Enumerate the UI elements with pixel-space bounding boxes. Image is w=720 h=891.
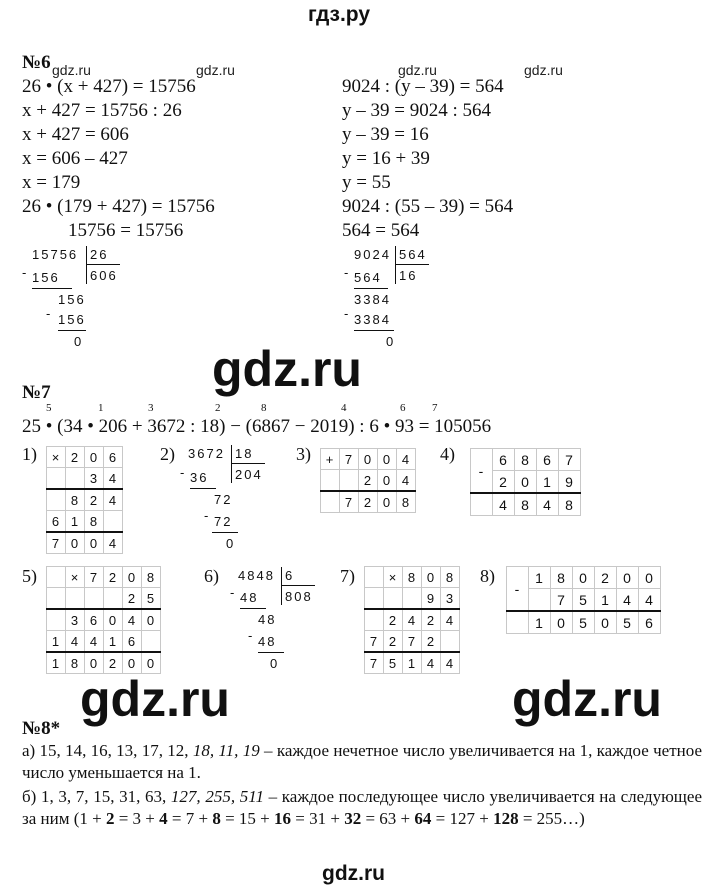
task8-title: №8* xyxy=(22,718,61,739)
eq-line: 9024 : (y – 39) = 564 xyxy=(342,76,504,97)
step-label: 3) xyxy=(296,444,311,464)
quotient: 606 xyxy=(90,268,118,283)
eq-line: 564 = 564 xyxy=(342,220,420,241)
order-number: 1 xyxy=(98,402,104,414)
quotient: 204 xyxy=(235,467,263,482)
eq-line: x = 179 xyxy=(22,172,81,193)
eq-line: 26 • (179 + 427) = 15756 xyxy=(22,196,215,217)
eq-line: x + 427 = 606 xyxy=(22,124,129,145)
eq-line: x + 427 = 15756 : 26 xyxy=(22,100,182,121)
watermark-small: gdz.ru xyxy=(398,62,437,78)
eq-line: 15756 = 15756 xyxy=(68,220,184,241)
step: 72 xyxy=(214,514,233,529)
step-label: 6) xyxy=(204,566,219,586)
minus-sign: - xyxy=(180,465,187,480)
expression: 25 • (34 • 206 + 3672 : 18) − (6867 − 2019) : 6 • 93 = 105056 xyxy=(22,416,492,437)
step-label: 4) xyxy=(440,444,455,464)
dividend: 15756 xyxy=(32,247,79,262)
eq-line: 9024 : (55 – 39) = 564 xyxy=(342,196,514,217)
step-label: 5) xyxy=(22,566,37,586)
minus-sign: - xyxy=(204,508,211,523)
step: 564 xyxy=(354,270,382,285)
remainder: 0 xyxy=(226,536,236,551)
dividend: 9024 xyxy=(354,247,391,262)
eq-line: 26 • (x + 427) = 15756 xyxy=(22,76,196,97)
watermark-small: gdz.ru xyxy=(524,62,563,78)
step-label: 1) xyxy=(22,444,37,464)
order-number: 5 xyxy=(46,402,52,414)
sub-grid: - 1 8 0 2 0 0 7 5 1 4 4 1 0 5 0 5 6 xyxy=(506,566,661,634)
divisor: 26 xyxy=(90,247,109,262)
step: 3384 xyxy=(354,312,391,327)
remainder: 0 xyxy=(386,334,396,349)
order-number: 3 xyxy=(148,402,154,414)
mult-grid: × 7 2 0 8 2 5 3 6 0 4 0 1 4 4 1 6 1 8 0 2 0 0 xyxy=(46,566,161,674)
watermark-small: gdz.ru xyxy=(196,62,235,78)
order-number: 7 xyxy=(432,402,438,414)
step: 48 xyxy=(258,612,277,627)
step: 48 xyxy=(258,634,277,649)
remainder: 0 xyxy=(270,656,280,671)
watermark-big: gdz.ru xyxy=(512,671,662,727)
step: 72 xyxy=(214,492,233,507)
task8-part-b: б) 1, 3, 7, 15, 31, 63, 127, 255, 511 – каждое последующее число увеличивается на следующее за ним (1 + 2 = 3 + 4 = 7 + 8 = 15 + 16 = 31 + 32 = 63 + 64 = 127 + 128 = 255…) xyxy=(22,787,702,828)
quotient: 16 xyxy=(399,268,418,283)
order-number: 8 xyxy=(261,402,267,414)
minus-sign: - xyxy=(344,265,351,280)
step: 156 xyxy=(58,312,86,327)
step: 36 xyxy=(190,470,209,485)
step-label: 7) xyxy=(340,566,355,586)
mult-grid: × 8 0 8 9 3 2 4 2 4 7 2 7 2 7 5 1 4 4 xyxy=(364,566,460,674)
eq-line: x = 606 – 427 xyxy=(22,148,128,169)
minus-sign: - xyxy=(22,265,29,280)
step: 48 xyxy=(240,590,259,605)
eq-line: y = 16 + 39 xyxy=(342,148,430,169)
eq-line: y – 39 = 16 xyxy=(342,124,429,145)
order-number: 4 xyxy=(341,402,347,414)
minus-sign: - xyxy=(230,585,237,600)
eq-line: y = 55 xyxy=(342,172,391,193)
step: 3384 xyxy=(354,292,391,307)
step-label: 8) xyxy=(480,566,495,586)
step-label: 2) xyxy=(160,444,175,464)
task7-title: №7 xyxy=(22,382,51,403)
watermark-big: gdz.ru xyxy=(212,341,362,397)
site-header: гдз.ру xyxy=(308,3,371,26)
minus-sign: - xyxy=(248,628,255,643)
minus-sign: - xyxy=(344,306,351,321)
remainder: 0 xyxy=(74,334,84,349)
task8-part-a: а) 15, 14, 16, 13, 17, 12, 18, 11, 19 – каждое нечетное число увеличивается на 1, каждое четное число уменьшается на 1. xyxy=(22,741,702,782)
divisor: 18 xyxy=(235,446,254,461)
order-number: 6 xyxy=(400,402,406,414)
quotient: 808 xyxy=(285,589,313,604)
divisor: 6 xyxy=(285,568,295,583)
divisor: 564 xyxy=(399,247,427,262)
add-grid: + 7 0 0 4 2 0 4 7 2 0 8 xyxy=(320,448,416,513)
minus-sign: - xyxy=(46,306,53,321)
task6-title: №6 xyxy=(22,52,51,73)
sub-grid: - 6 8 6 7 2 0 1 9 4 8 4 8 xyxy=(470,448,581,516)
mult-grid: × 2 0 6 3 4 8 2 4 6 1 8 7 0 0 4 xyxy=(46,446,123,554)
step: 156 xyxy=(32,270,60,285)
dividend: 3672 xyxy=(188,446,225,461)
watermark-big: gdz.ru xyxy=(80,671,230,727)
step: 156 xyxy=(58,292,86,307)
dividend: 4848 xyxy=(238,568,275,583)
order-number: 2 xyxy=(215,402,221,414)
watermark-small: gdz.ru xyxy=(52,62,91,78)
footer-site: gdz.ru xyxy=(322,862,385,885)
eq-line: y – 39 = 9024 : 564 xyxy=(342,100,491,121)
